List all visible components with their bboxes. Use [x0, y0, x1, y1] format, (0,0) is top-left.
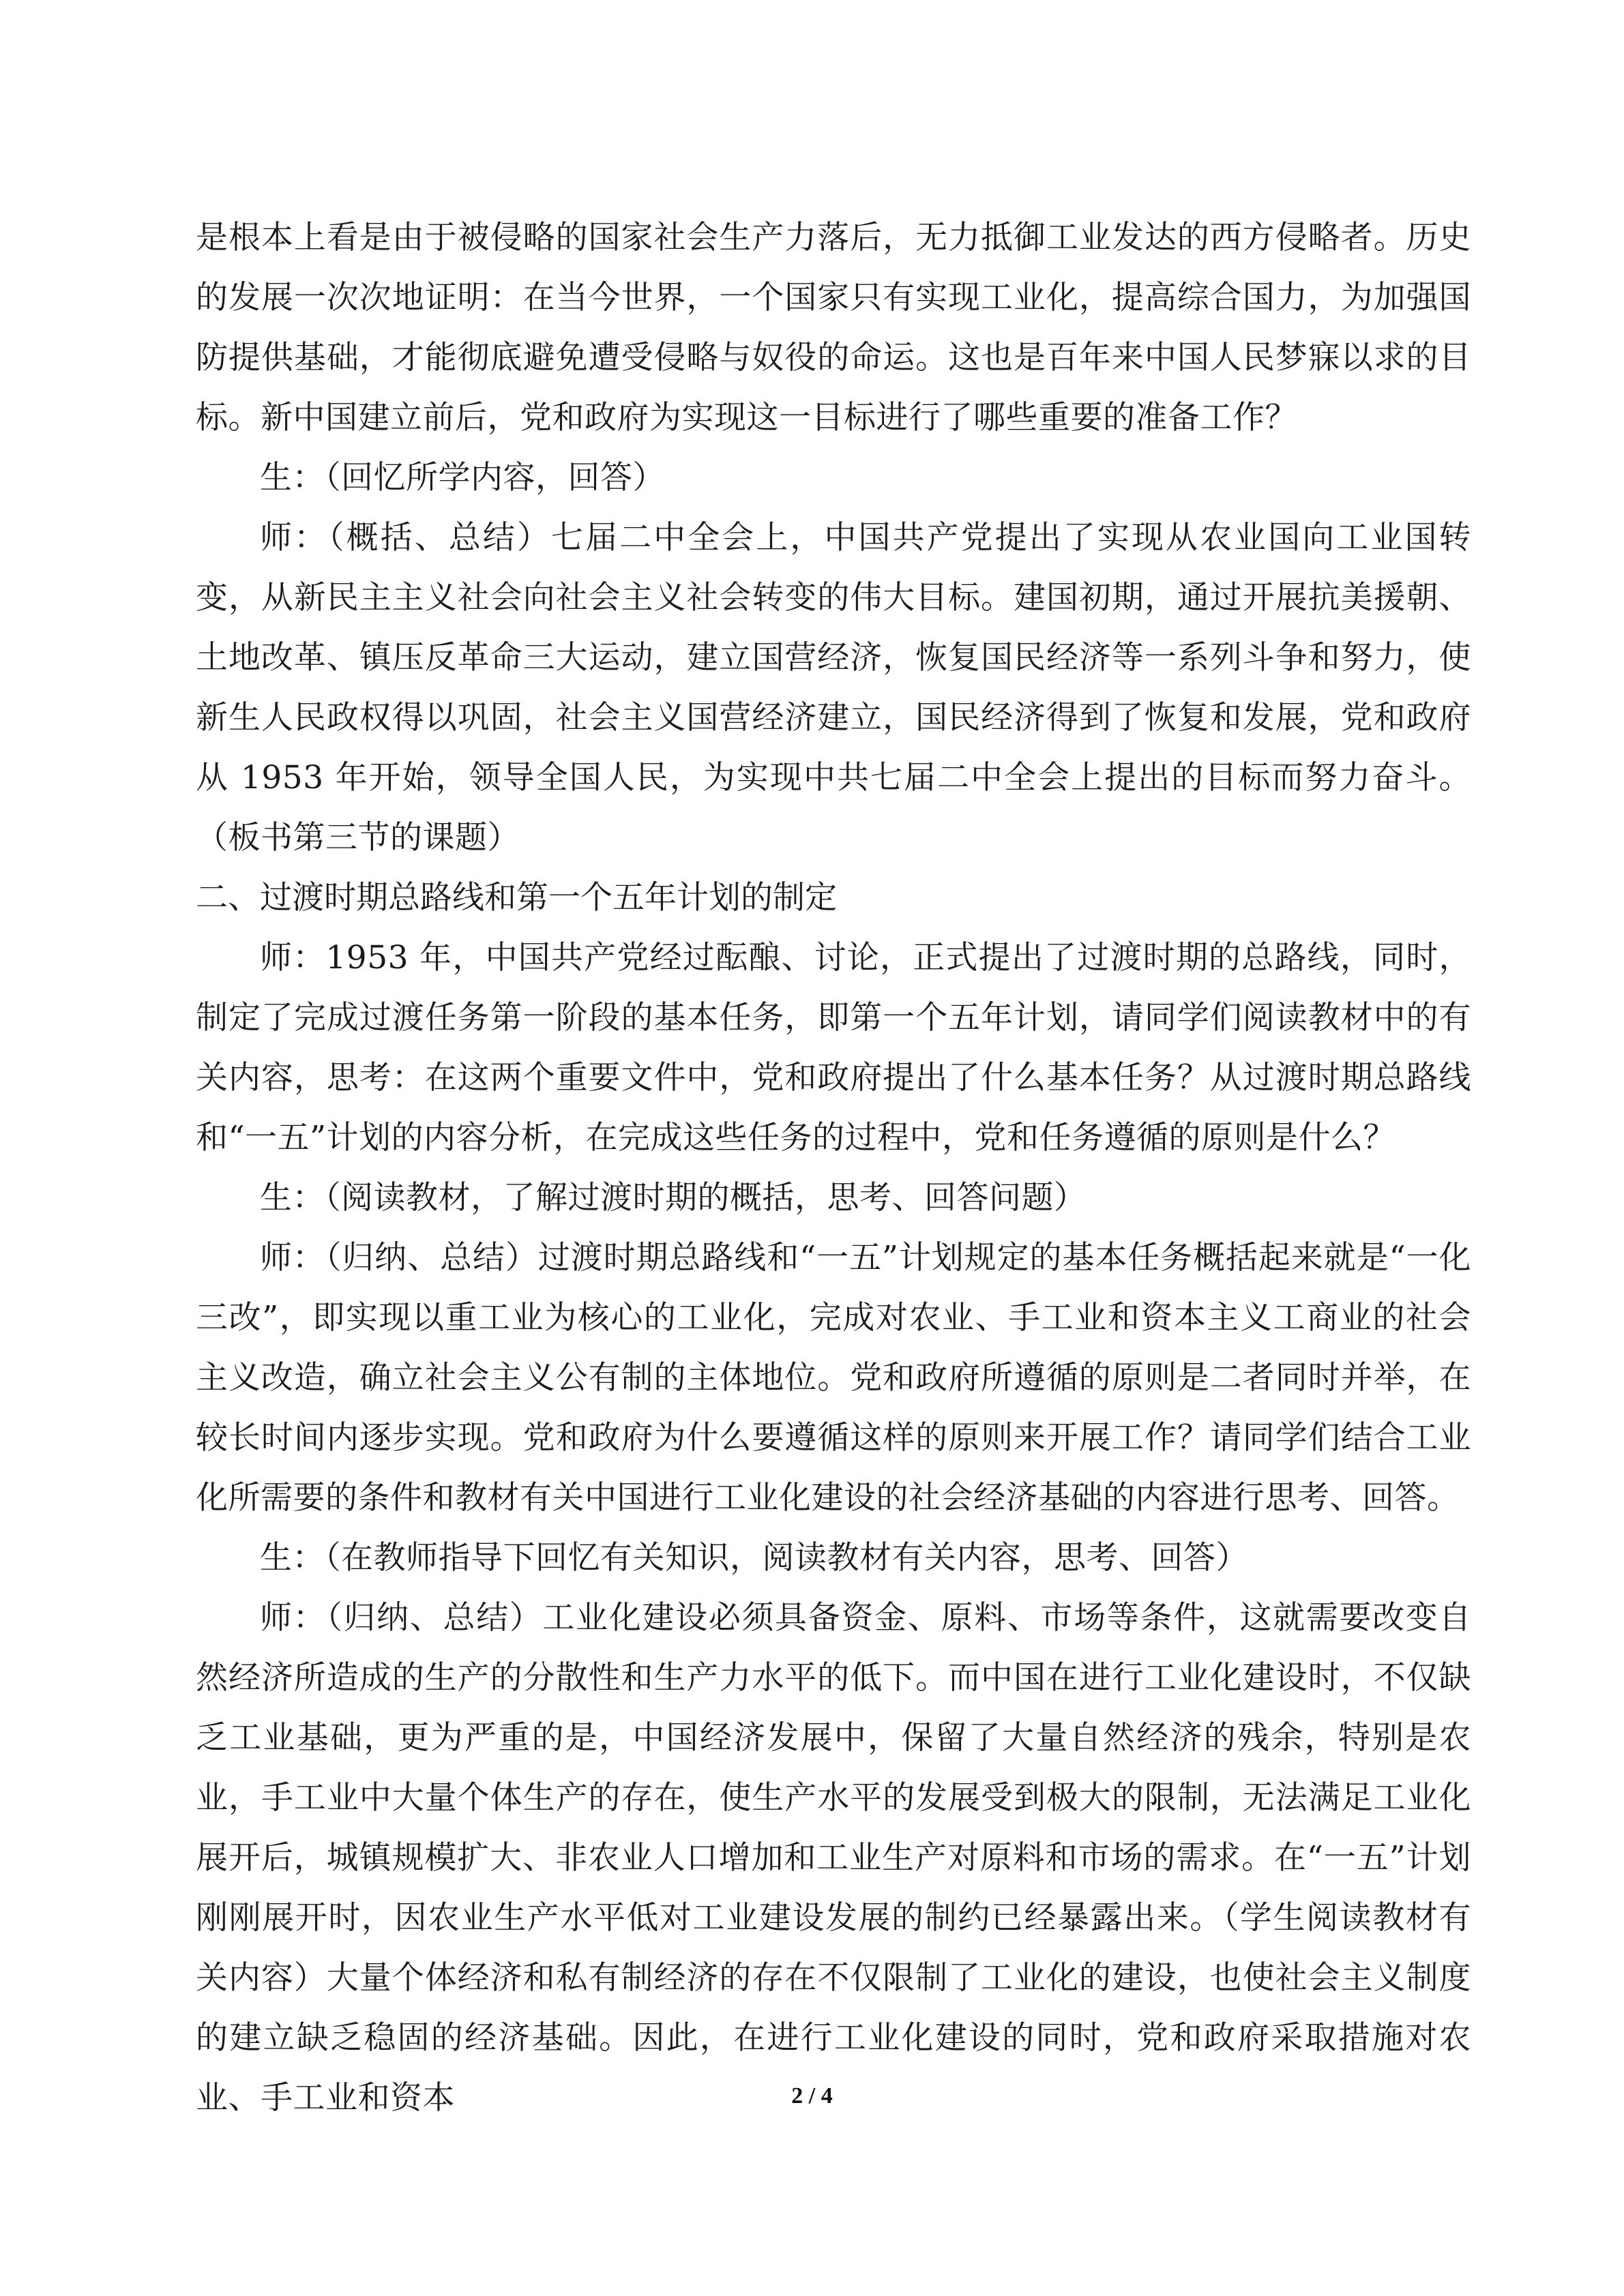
paragraph-student-answer-2: 生：（阅读教材，了解过渡时期的概括，思考、回答问题）: [260, 1179, 1087, 1217]
document-body: [196, 208, 1471, 2128]
paragraph-student-answer-3: 生：（在教师指导下回忆有关知识，阅读教材有关内容，思考、回答）: [260, 1539, 1248, 1577]
page-number: 2 / 4: [791, 2083, 833, 2108]
paragraph-continuation: 是根本上看是由于被侵略的国家社会生产力落后，无力抵御工业发达的西方侵略者。历史的发展一次次地证明：在当今世界，一个国家只有实现工业化，提高综合国力，为加强国防提供基础，才能彻底避免遭受侵略与奴役的命运。这也是百年来中国人民梦寐以求的目标。新中国建立前后，党和政府为实现这一目标进行了哪些重要的准备工作？: [196, 219, 1471, 436]
section-heading: 二、过渡时期总路线和第一个五年计划的制定: [196, 879, 837, 916]
paragraph-student-answer-1: 生：（回忆所学内容，回答）: [260, 459, 665, 496]
paragraph-teacher-summary-3: 师：（归纳、总结）工业化建设必须具备资金、原料、市场等条件，这就需要改变自然经济所造成的生产的分散性和生产力水平的低下。而中国在进行工业化建设时，不仅缺乏工业基础，更为严重的是，中国经济发展中，保留了大量自然经济的残余，特别是农业，手工业中大量个体生产的存在，使生产水平的发展受到极大的限制，无法满足工业化展开后，城镇规模扩大、非农业人口增加和工业生产对原料和市场的需求。在“一五”计划刚刚展开时，因农业生产水平低对工业建设发展的制约已经暴露出来。（学生阅读教材有关内容）大量个体经济和私有制经济的存在不仅限制了工业化的建设，也使社会主义制度的建立缺乏稳固的经济基础。因此，在进行工业化建设的同时，党和政府采取措施对农业、手工业和资本: [196, 1599, 1471, 2117]
paragraph-teacher-summary-1: 师：（概括、总结）七届二中全会上，中国共产党提出了实现从农业国向工业国转变，从新民主主义社会向社会主义社会转变的伟大目标。建国初期，通过开展抗美援朝、土地改革、镇压反革命三大运动，建立国营经济，恢复国民经济等一系列斗争和努力，使新生人民政权得以巩固，社会主义国营经济建立，国民经济得到了恢复和发展，党和政府从 1953 年开始，领导全国人民，为实现中共七届二中全会上提出的目标而努力奋斗。（板书第三节的课题）: [196, 519, 1471, 856]
paragraph-teacher-summary-2: 师：（归纳、总结）过渡时期总路线和“一五”计划规定的基本任务概括起来就是“一化三改”，即实现以重工业为核心的工业化，完成对农业、手工业和资本主义工商业的社会主义改造，确立社会主义公有制的主体地位。党和政府所遵循的原则是二者同时并举，在较长时间内逐步实现。党和政府为什么要遵循这样的原则来开展工作？请同学们结合工业化所需要的条件和教材有关中国进行工业化建设的社会经济基础的内容进行思考、回答。: [196, 1239, 1471, 1517]
paragraph-teacher-question-1953: 师：1953 年，中国共产党经过酝酿、讨论，正式提出了过渡时期的总路线，同时，制定了完成过渡任务第一阶段的基本任务，即第一个五年计划，请同学们阅读教材中的有关内容，思考：在这两个重要文件中，党和政府提出了什么基本任务？从过渡时期总路线和“一五”计划的内容分析，在完成这些任务的过程中，党和任务遵循的原则是什么？: [196, 939, 1471, 1157]
